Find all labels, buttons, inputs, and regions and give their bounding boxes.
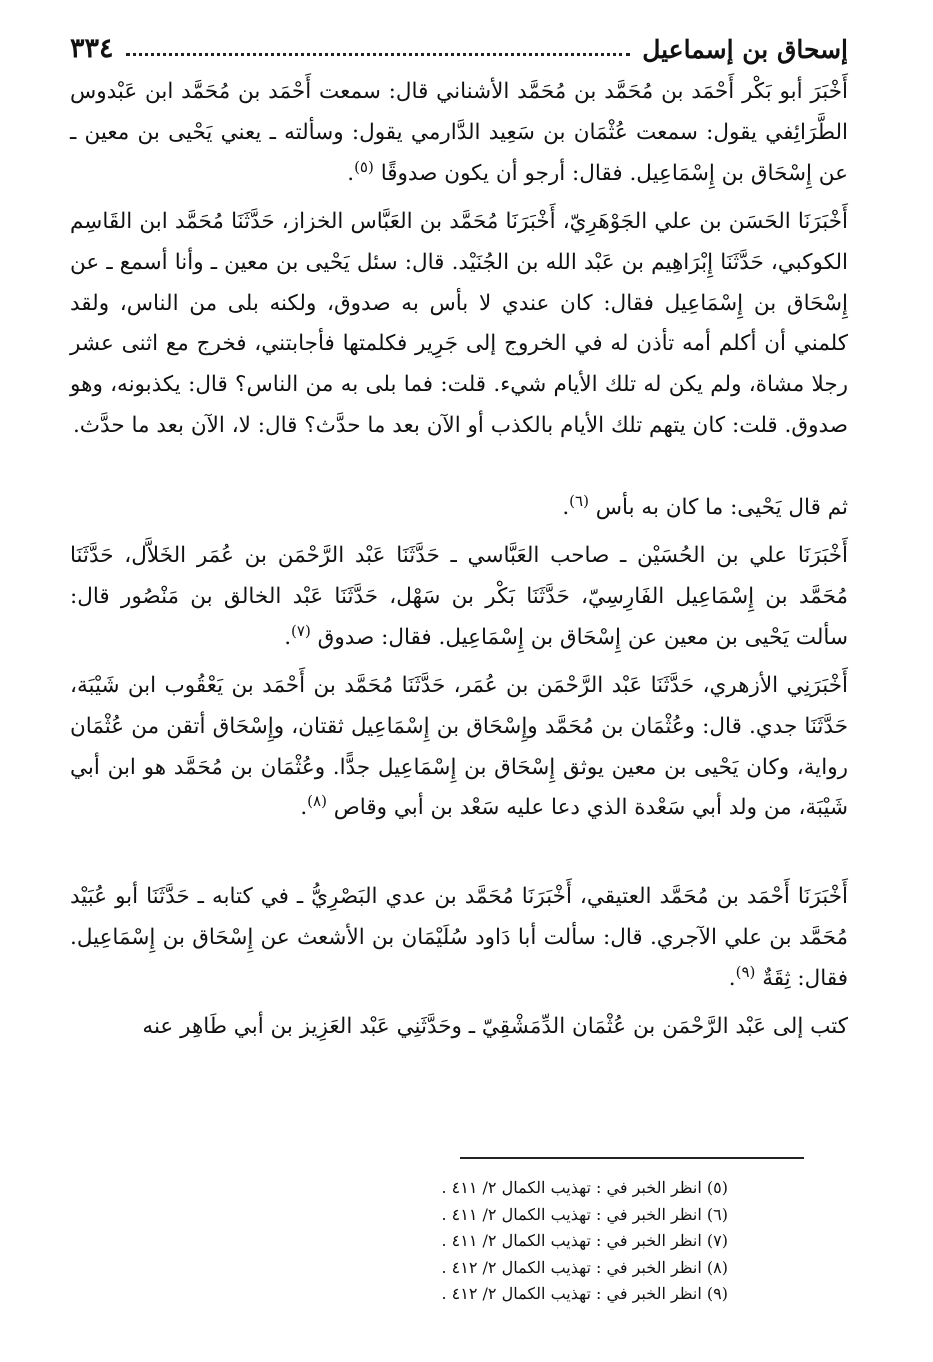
paragraph-text: ثم قال يَحْيى: ما كان به بأس [595, 495, 848, 520]
footnote: (٥) انظر الخبر في : تهذيب الكمال ٢/ ٤١١ . [441, 1178, 728, 1197]
footnotes [328, 1175, 728, 1308]
main-text [70, 72, 848, 1056]
footnote-separator [460, 1157, 804, 1159]
paragraph: أَخْبَرَنِي الأزهري، حَدَّثَنَا عَبْد الرَّحْمَن بن عُمَر، حَدَّثَنَا مُحَمَّد بن أَحْمَد بن يَعْقُوب ابن شَيْبَة، حَدَّثَنَا جدي. قال: وعُثْمَان بن مُحَمَّد وإِسْحَاق بن إِسْمَاعِيل ثقتان، وإِسْحَاق أتقن من عُثْمَان رواية، وكان يَحْيى بن معين يوثق إِسْحَاق بن إِسْمَاعِيل جدًّا. وعُثْمَان بن مُحَمَّد هو ابن أبي شَيْبَة، من ولد أبي سَعْدة الذي دعا عليه سَعْد بن أبي وقاص $^{(٨)}$. [70, 673, 848, 821]
footnote-ref: (٦) [569, 491, 589, 510]
paragraph [70, 1007, 848, 1048]
footnote-ref: (٧) [291, 621, 311, 640]
page-header [70, 30, 848, 64]
paragraph-text: أَخْبَرَنَا الحَسَن بن علي الجَوْهَرِيّ، أَخْبَرَنَا مُحَمَّد بن العَبَّاس الخزاز، حَدَّثَنَا مُحَمَّد ابن القَاسِم الكوكبي، حَدَّثَنَا إِبْرَاهِيم بن عَبْد الله بن الجُنَيْد. قال: سئل يَحْيى بن معين ـ وأنا أسمع ـ عن إِسْحَاق بن إِسْمَاعِيل فقال: كان عندي لا بأس به صدوق، ولكنه بلى من الناس، ولقد كلمني أن أكلم أمه تأذن له في الخروج إلى جَرِير فكلمتها فأجابتني، فخرج مع اثنى عشر رجلا مشاة، ولم يكن له تلك الأيام شيء. قلت: فما بلى به من الناس؟ قال: يكذبونه، وهو صدوق. قلت: كان يتهم تلك الأيام بالكذب أو الآن بعد ما حدَّث؟ قال: لا، الآن بعد ما حدَّث. [70, 209, 848, 438]
footnote: (٨) انظر الخبر في : تهذيب الكمال ٢/ ٤١٢ . [441, 1257, 728, 1277]
paragraph: أَخْبَرَ أبو بَكْر أَحْمَد بن مُحَمَّد بن مُحَمَّد الأشناني قال: سمعت أَحْمَد بن مُحَمَّد ابن عَبْدوس الطَّرَائِفي يقول: سمعت عُثْمَان بن سَعِيد الدَّارمي يقول: وسألته ـ يعني يَحْيى بن معين ـ عن إِسْحَاق بن إِسْمَاعِيل. فقال: أرجو أن يكون صدوقًا $^{(٥)}$. [70, 79, 848, 186]
footnote: (٩) انظر الخبر في : تهذيب الكمال ٢/ ٤١٢ . [441, 1284, 728, 1303]
paragraph-text: أَخْبَرَنِي الأزهري، حَدَّثَنَا عَبْد الرَّحْمَن بن عُمَر، حَدَّثَنَا مُحَمَّد بن أَحْمَد بن يَعْقُوب ابن شَيْبَة، حَدَّثَنَا جدي. قال: وعُثْمَان بن مُحَمَّد وإِسْحَاق بن إِسْمَاعِيل ثقتان، وإِسْحَاق أتقن من عُثْمَان رواية، وكان يَحْيى بن معين يوثق إِسْحَاق بن إِسْمَاعِيل جدًّا. وعُثْمَان بن مُحَمَّد هو ابن أبي شَيْبَة، من ولد أبي سَعْدة الذي دعا عليه سَعْد بن أبي وقاص [70, 673, 848, 821]
paragraph-text: أَخْبَرَنَا علي بن الحُسَيْن ـ صاحب العَبَّاسي ـ حَدَّثَنَا عَبْد الرَّحْمَن بن عُمَر الخَلاَّل، حَدَّثَنَا مُحَمَّد بن إِسْمَاعِيل الفَارِسِيّ، حَدَّثَنَا بَكْر بن سَهْل، حَدَّثَنَا عَبْد الخالق بن مَنْصُور قال: سألت يَحْيى بن معين عن إِسْحَاق بن إِسْمَاعِيل. فقال: صدوق [70, 543, 848, 650]
page-number: ٣٣٤ [70, 33, 114, 64]
footnote-ref: (٥) [354, 157, 374, 176]
running-title: إسحاق بن إسماعيل [642, 35, 848, 64]
paragraph [70, 202, 848, 484]
footnote: (٧) انظر الخبر في : تهذيب الكمال ٢/ ٤١١ . [441, 1231, 728, 1250]
paragraph-text: أَخْبَرَنَا أَحْمَد بن مُحَمَّد العتيقي، أَخْبَرَنَا مُحَمَّد بن عدي البَصْرِيُّ ـ في كتابه ـ حَدَّثَنَا أبو عُبَيْد مُحَمَّد بن علي الآجري. قال: سألت أبا دَاود سُلَيْمَان بن الأشعث عن إِسْحَاق بن إِسْمَاعِيل. فقال: ثِقَةٌ [70, 884, 848, 991]
footnote-ref: (٨) [307, 792, 327, 811]
footnote: (٦) انظر الخبر في : تهذيب الكمال ٢/ ٤١١ . [441, 1204, 728, 1224]
header-dotted-leader [126, 52, 631, 56]
paragraph: أَخْبَرَنَا علي بن الحُسَيْن ـ صاحب العَبَّاسي ـ حَدَّثَنَا عَبْد الرَّحْمَن بن عُمَر الخَلاَّل، حَدَّثَنَا مُحَمَّد بن إِسْمَاعِيل الفَارِسِيّ، حَدَّثَنَا بَكْر بن سَهْل، حَدَّثَنَا عَبْد الخالق بن مَنْصُور قال: سألت يَحْيى بن معين عن إِسْحَاق بن إِسْمَاعِيل. فقال: صدوق $^{(٧)}$. [70, 543, 848, 650]
paragraph: ثم قال يَحْيى: ما كان به بأس $^{(٦)}$. [562, 491, 848, 520]
paragraph-text: أَخْبَرَ أبو بَكْر أَحْمَد بن مُحَمَّد بن مُحَمَّد الأشناني قال: سمعت أَحْمَد بن مُحَمَّد ابن عَبْدوس الطَّرَائِفي يقول: سمعت عُثْمَان بن سَعِيد الدَّارمي يقول: وسألته ـ يعني يَحْيى بن معين ـ عن إِسْحَاق بن إِسْمَاعِيل. فقال: أرجو أن يكون صدوقًا [70, 79, 848, 186]
footnote-ref: (٩) [735, 962, 756, 981]
paragraph-text: كتب إلى عَبْد الرَّحْمَن بن عُثْمَان الدِّمَشْقِيّ ـ وحَدَّثَنِي عَبْد العَزِيز بن أبي طَاهِر عنه [142, 1014, 848, 1039]
paragraph: أَخْبَرَنَا أَحْمَد بن مُحَمَّد العتيقي، أَخْبَرَنَا مُحَمَّد بن عدي البَصْرِيُّ ـ في كتابه ـ حَدَّثَنَا أبو عُبَيْد مُحَمَّد بن علي الآجري. قال: سألت أبا دَاود سُلَيْمَان بن الأشعث عن إِسْحَاق بن إِسْمَاعِيل. فقال: ثِقَةٌ $^{(٩)}$. [70, 884, 848, 991]
